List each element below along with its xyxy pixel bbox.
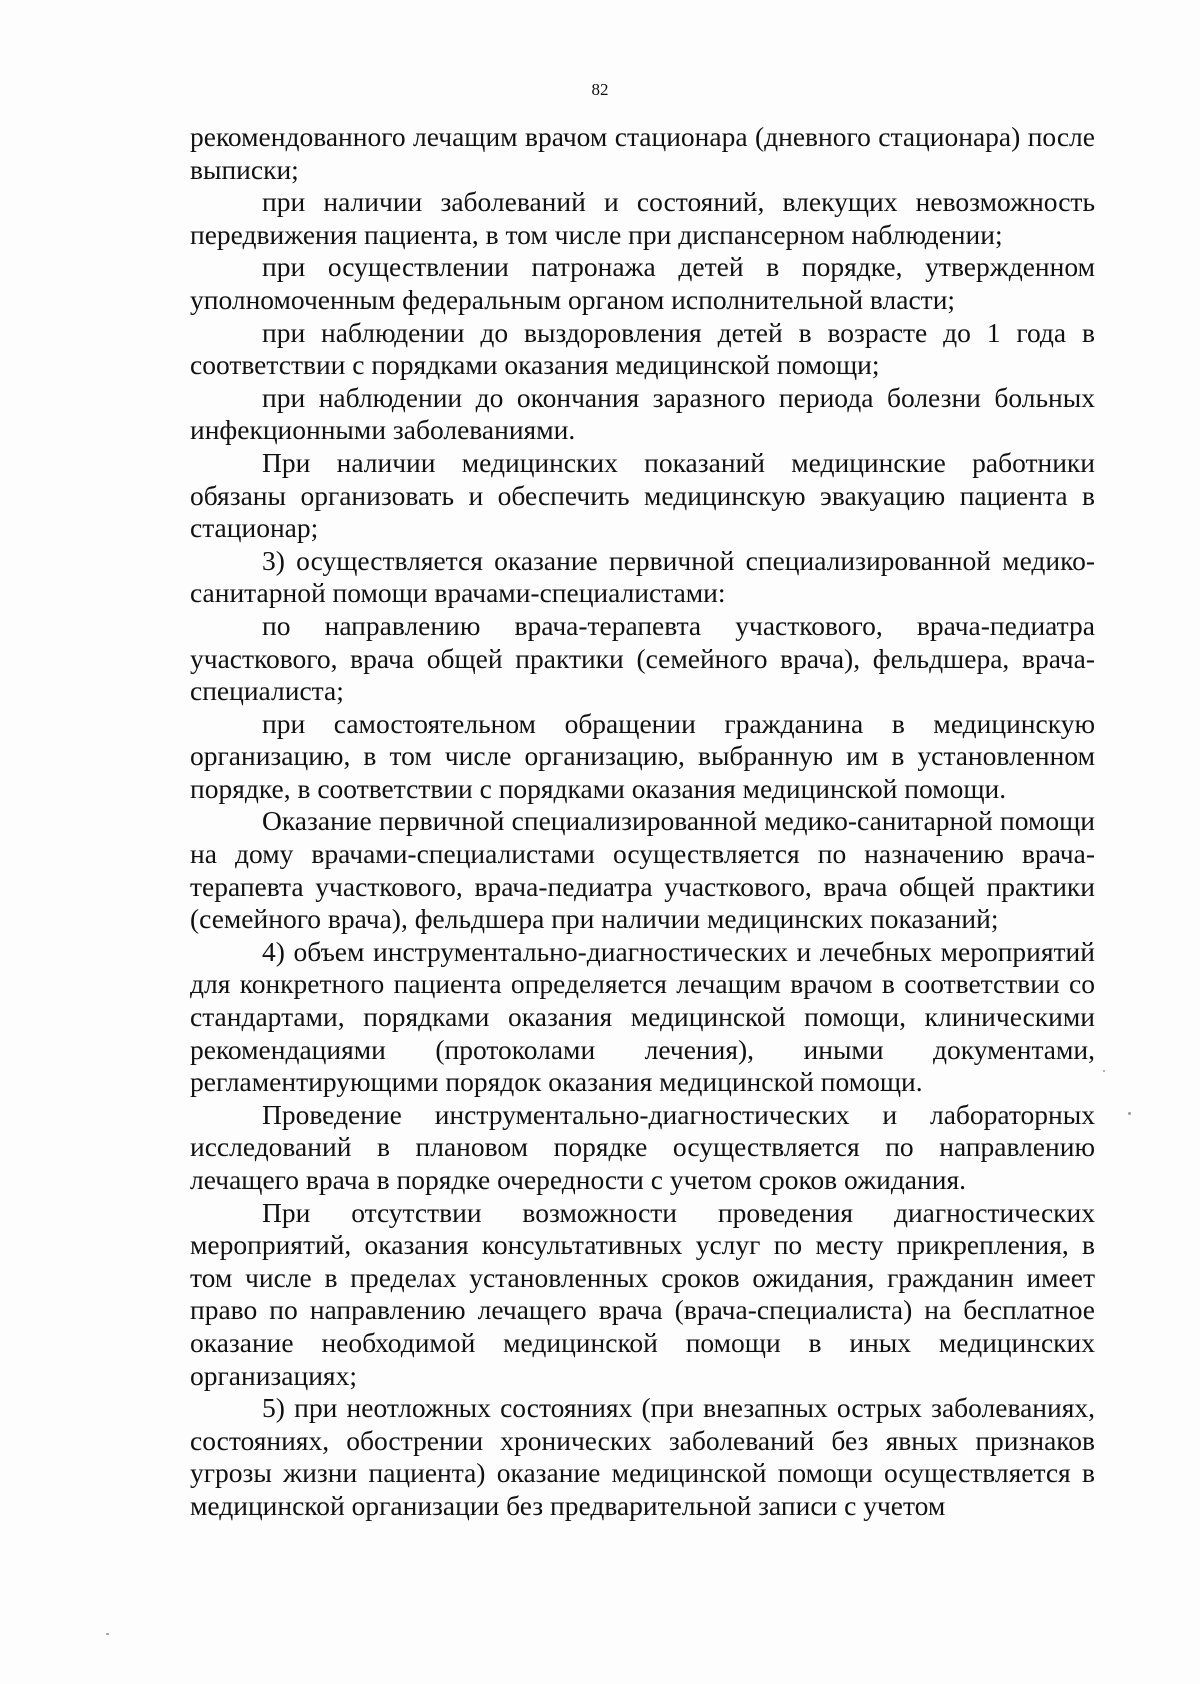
scan-speck <box>1103 1070 1105 1072</box>
scan-speck <box>106 1633 109 1635</box>
paragraph: по направлению врача-терапевта участкового, врача-педиатра участкового, врача общей практики (семейного врача), фельдшера, врача-специалиста; <box>190 609 1095 707</box>
paragraph: При отсутствии возможности проведения диагностических мероприятий, оказания консультативных услуг по месту прикрепления, в том числе в пределах установленных сроков ожидания, гражданин имеет право по направлению лечащего врача (врача-специалиста) на бесплатное оказание необходимой медицинской помощи в иных медицинских организациях; <box>190 1196 1095 1391</box>
document-body <box>190 121 1095 1523</box>
paragraph: рекомендованного лечащим врачом стационара (дневного стационара) после выписки; <box>190 121 1095 185</box>
paragraph: 5) при неотложных состояниях (при внезапных острых заболеваниях, состояниях, обострении хронических заболеваний без явных признаков угрозы жизни пациента) оказание медицинской помощи осуществляется в медицинской организации без предварительной записи с учетом <box>190 1392 1095 1521</box>
paragraph: Оказание первичной специализированной медико-санитарной помощи на дому врачами-специалистами осуществляется по назначению врача-терапевта участкового, врача-педиатра участкового, врача общей практики (семейного врача), фельдшера при наличии медицинских показаний; <box>190 805 1095 935</box>
paragraph: 4) объем инструментально-диагностических и лечебных мероприятий для конкретного пациента определяется лечащим врачом в соответствии со стандартами, порядками оказания медицинской помощи, клиническими рекомендациями (протоколами лечения), иными документами, регламентирующими порядок оказания медицинской помощи. <box>190 935 1095 1098</box>
scan-speck <box>1128 1112 1131 1115</box>
paragraph: при осуществлении патронажа детей в порядке, утвержденном уполномоченным федеральным органом исполнительной власти; <box>190 251 1095 315</box>
page-number: 82 <box>591 80 609 99</box>
paragraph: Проведение инструментально-диагностических и лабораторных исследований в плановом порядке осуществляется по направлению лечащего врача в порядке очередности с учетом сроков ожидания. <box>190 1098 1095 1195</box>
paragraph: 3) осуществляется оказание первичной специализированной медико-санитарной помощи врачами-специалистами: <box>190 544 1095 609</box>
paragraph: при самостоятельном обращении гражданина в медицинскую организацию, в том числе организацию, выбранную им в установленном порядке, в соответствии с порядками оказания медицинской помощи. <box>190 707 1095 804</box>
paragraph: при наличии заболеваний и состояний, влекущих невозможность передвижения пациента, в том числе при диспансерном наблюдении; <box>190 186 1095 250</box>
paragraph: при наблюдении до окончания заразного периода болезни больных инфекционными заболеваниями. <box>190 381 1095 446</box>
paragraph: при наблюдении до выздоровления детей в возрасте до 1 года в соответствии с порядками оказания медицинской помощи; <box>190 316 1095 381</box>
paragraph: При наличии медицинских показаний медицинские работники обязаны организовать и обеспечить медицинскую эвакуацию пациента в стационар; <box>190 446 1095 544</box>
